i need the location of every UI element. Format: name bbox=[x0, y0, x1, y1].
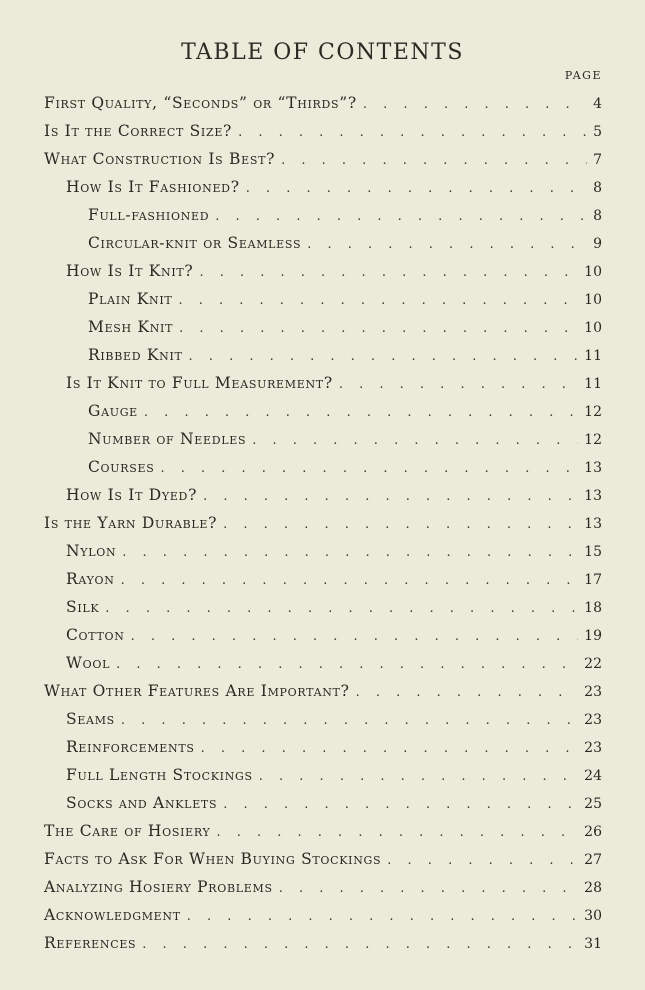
leader-dots bbox=[356, 685, 579, 700]
toc-entry-label: Gauge bbox=[88, 402, 138, 420]
toc-entry-page: 5 bbox=[593, 124, 602, 140]
toc-entry-label: Seams bbox=[66, 710, 115, 728]
toc-entry-page: 13 bbox=[584, 460, 602, 476]
toc-entry-page: 4 bbox=[593, 96, 602, 112]
toc-entry-page: 31 bbox=[584, 936, 602, 952]
toc-entry[interactable] bbox=[0, 542, 602, 560]
toc-entry[interactable] bbox=[0, 570, 602, 588]
toc-entry-label: Cotton bbox=[66, 626, 125, 644]
toc-entry[interactable] bbox=[0, 374, 602, 392]
toc-entry-label: Socks and Anklets bbox=[66, 794, 218, 812]
toc-entry[interactable] bbox=[0, 430, 602, 448]
toc-entry-page: 24 bbox=[584, 768, 602, 784]
toc-entry-label: Number of Needles bbox=[88, 430, 247, 448]
leader-dots bbox=[339, 377, 578, 392]
toc-entry[interactable] bbox=[0, 654, 602, 672]
toc-entry[interactable] bbox=[0, 598, 602, 616]
toc-entry-label: Rayon bbox=[66, 570, 115, 588]
leader-dots bbox=[105, 601, 578, 616]
leader-dots bbox=[238, 125, 587, 140]
toc-entry-page: 12 bbox=[584, 432, 602, 448]
leader-dots bbox=[252, 433, 578, 448]
toc-entry-label: References bbox=[44, 934, 137, 952]
toc-entry-label: First Quality, “Seconds” or “Thirds”? bbox=[44, 94, 357, 112]
leader-dots bbox=[387, 853, 578, 868]
leader-dots bbox=[201, 741, 579, 756]
toc-entry-page: 23 bbox=[584, 740, 602, 756]
toc-entry-page: 7 bbox=[593, 152, 602, 168]
toc-entry[interactable] bbox=[0, 234, 602, 252]
toc-entry-label: How Is It Knit? bbox=[66, 262, 194, 280]
toc-entry-page: 22 bbox=[584, 656, 602, 672]
leader-dots bbox=[203, 489, 578, 504]
leader-dots bbox=[223, 517, 578, 532]
toc-entry-page: 15 bbox=[584, 544, 602, 560]
leader-dots bbox=[187, 909, 578, 924]
leader-dots bbox=[259, 769, 578, 784]
toc-entry[interactable] bbox=[0, 906, 602, 924]
toc-entry-page: 11 bbox=[584, 348, 602, 364]
leader-dots bbox=[121, 573, 579, 588]
toc-entry-label: Analyzing Hosiery Problems bbox=[44, 878, 273, 896]
toc-entry-page: 13 bbox=[584, 488, 602, 504]
leader-dots bbox=[144, 405, 578, 420]
leader-dots bbox=[122, 545, 578, 560]
toc-entry[interactable] bbox=[0, 822, 602, 840]
toc-entry[interactable] bbox=[0, 766, 602, 784]
toc-entry-label: Reinforcements bbox=[66, 738, 195, 756]
toc-entry[interactable] bbox=[0, 738, 602, 756]
toc-entry[interactable] bbox=[0, 122, 602, 140]
toc-entry[interactable] bbox=[0, 206, 602, 224]
toc-entry-label: Ribbed Knit bbox=[88, 346, 183, 364]
toc-entry-label: Mesh Knit bbox=[88, 318, 174, 336]
toc-entry[interactable] bbox=[0, 794, 602, 812]
toc-entry-label: Wool bbox=[66, 654, 111, 672]
toc-entry-page: 11 bbox=[584, 376, 602, 392]
toc-entry-label: What Other Features Are Important? bbox=[44, 682, 350, 700]
leader-dots bbox=[223, 797, 578, 812]
toc-entry-page: 12 bbox=[584, 404, 602, 420]
toc-entry-page: 10 bbox=[584, 292, 602, 308]
toc-entry[interactable] bbox=[0, 850, 602, 868]
toc-entry[interactable] bbox=[0, 878, 602, 896]
leader-dots bbox=[160, 461, 578, 476]
toc-entry-label: Circular-knit or Seamless bbox=[88, 234, 302, 252]
toc-entry[interactable] bbox=[0, 178, 602, 196]
toc-entry-page: 27 bbox=[584, 852, 602, 868]
toc-entry[interactable] bbox=[0, 262, 602, 280]
toc-entry-label: Full-fashioned bbox=[88, 206, 210, 224]
toc-entry-label: Silk bbox=[66, 598, 100, 616]
leader-dots bbox=[215, 209, 587, 224]
leader-dots bbox=[189, 349, 579, 364]
toc-entry-page: 25 bbox=[584, 796, 602, 812]
toc-entry-label: How Is It Dyed? bbox=[66, 486, 198, 504]
leader-dots bbox=[131, 629, 579, 644]
toc-entry-label: Is the Yarn Durable? bbox=[44, 514, 218, 532]
toc-entry-page: 10 bbox=[584, 320, 602, 336]
leader-dots bbox=[363, 97, 587, 112]
toc-entry-label: How Is It Fashioned? bbox=[66, 178, 240, 196]
leader-dots bbox=[279, 881, 578, 896]
toc-entry-page: 8 bbox=[593, 180, 602, 196]
toc-entry[interactable] bbox=[0, 290, 602, 308]
leader-dots bbox=[281, 153, 587, 168]
toc-entry-page: 23 bbox=[584, 712, 602, 728]
toc-entry[interactable] bbox=[0, 626, 602, 644]
toc-entry-page: 30 bbox=[584, 908, 602, 924]
leader-dots bbox=[116, 657, 578, 672]
toc-entry-page: 17 bbox=[584, 572, 602, 588]
leader-dots bbox=[216, 825, 578, 840]
toc-entry[interactable] bbox=[0, 486, 602, 504]
toc-entry-page: 19 bbox=[584, 628, 602, 644]
toc-entry-label: Acknowledgment bbox=[44, 906, 181, 924]
toc-entry-page: 13 bbox=[584, 516, 602, 532]
toc-entry[interactable] bbox=[0, 346, 602, 364]
leader-dots bbox=[307, 237, 587, 252]
toc-entry[interactable] bbox=[0, 514, 602, 532]
toc-entry-page: 9 bbox=[593, 236, 602, 252]
leader-dots bbox=[178, 293, 578, 308]
toc-entry[interactable] bbox=[0, 710, 602, 728]
toc-entry-label: Nylon bbox=[66, 542, 117, 560]
toc-entry-label: What Construction Is Best? bbox=[44, 150, 276, 168]
leader-dots bbox=[199, 265, 578, 280]
leader-dots bbox=[179, 321, 578, 336]
toc-entry[interactable] bbox=[0, 934, 602, 952]
toc-entry-label: Plain Knit bbox=[88, 290, 173, 308]
toc-entry[interactable] bbox=[0, 402, 602, 420]
leader-dots bbox=[246, 181, 587, 196]
toc-entry-label: Courses bbox=[88, 458, 155, 476]
page-column-label: PAGE bbox=[564, 69, 602, 82]
page-title: TABLE OF CONTENTS bbox=[181, 40, 464, 65]
toc-entry[interactable] bbox=[0, 94, 602, 112]
toc-entry-page: 23 bbox=[584, 684, 602, 700]
toc-entry-page: 10 bbox=[584, 264, 602, 280]
toc-entry-page: 28 bbox=[584, 880, 602, 896]
toc-entry[interactable] bbox=[0, 682, 602, 700]
leader-dots bbox=[121, 713, 578, 728]
toc-entry[interactable] bbox=[0, 458, 602, 476]
toc-entry-page: 26 bbox=[584, 824, 602, 840]
leader-dots bbox=[142, 937, 578, 952]
toc-entry-label: Full Length Stockings bbox=[66, 766, 253, 784]
toc-entry-label: Facts to Ask For When Buying Stockings bbox=[44, 850, 382, 868]
toc-entry[interactable] bbox=[0, 318, 602, 336]
toc-entry[interactable] bbox=[0, 150, 602, 168]
toc-entry-page: 8 bbox=[593, 208, 602, 224]
toc-entry-page: 18 bbox=[584, 600, 602, 616]
toc-entry-label: The Care of Hosiery bbox=[44, 822, 211, 840]
toc-entry-label: Is It the Correct Size? bbox=[44, 122, 233, 140]
toc-entry-label: Is It Knit to Full Measurement? bbox=[66, 374, 333, 392]
